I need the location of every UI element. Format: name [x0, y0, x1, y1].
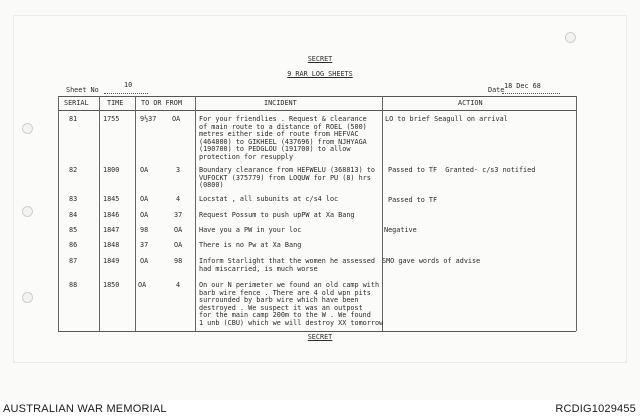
archive-name: AUSTRALIAN WAR MEMORIAL: [3, 403, 167, 415]
row-85-time: 1847: [103, 226, 120, 234]
row-82-from: 3: [176, 166, 181, 174]
punch-hole-2: [22, 206, 33, 217]
row-85-serial: 85: [69, 226, 78, 234]
row-82-time: 1800: [103, 166, 120, 174]
row-82-serial: 82: [69, 166, 78, 174]
col-rule-tofrom: [195, 96, 196, 331]
row-88-serial: 88: [69, 281, 78, 289]
row-81-time: 1755: [103, 115, 120, 123]
row-83-time: 1845: [103, 195, 120, 203]
row-84-from: 37: [174, 211, 183, 219]
row-82-incident: Boundary clearance from HEFWELU (368813) to VUFOCKT (375779) from LOQUW for PU (8) hrs (0800): [199, 166, 375, 190]
row-83-from: 4: [176, 195, 181, 203]
sheet-no-dots: [104, 93, 148, 94]
table-bottom-rule: [58, 331, 576, 332]
header-action: ACTION: [458, 99, 483, 107]
document-title: 9 RAR LOG SHEETS: [287, 70, 353, 78]
row-83-to: OA: [140, 195, 149, 203]
punch-hole-corner: [565, 32, 576, 43]
header-to-from: TO OR FROM: [141, 99, 182, 107]
row-86-serial: 86: [69, 241, 78, 249]
row-82-to: OA: [140, 166, 149, 174]
row-81-serial: 81: [69, 115, 78, 123]
row-84-incident: Request Possum to push upPW at Xa Bang: [199, 211, 355, 219]
row-84-to: OA: [140, 211, 149, 219]
log-sheet: [14, 16, 626, 362]
row-83-action: Passed to TF: [388, 196, 438, 204]
row-87-incident: Inform Starlight that the women he assessed had miscarried, is much worse: [199, 257, 375, 273]
header-time: TIME: [107, 99, 124, 107]
col-rule-right: [576, 96, 577, 331]
row-81-incident: For your friendlies . Request & clearance of main route to a distance of ROEL (500) metres either side of route from HEFVAC (464800) to GIKHEEL (437696) from NJHYAGA (190700) to PEDGLOU (191700) to allow protection for resupply: [199, 115, 367, 161]
col-rule-left: [58, 96, 59, 331]
row-81-to: 9½37: [140, 115, 157, 123]
header-serial: SERIAL: [64, 99, 89, 107]
row-88-to: OA: [138, 281, 147, 289]
row-86-from: OA: [174, 241, 183, 249]
row-87-time: 1849: [103, 257, 120, 265]
row-81-action: LO to brief Seagull on arrival: [385, 115, 508, 123]
sheet-no-label: Sheet No: [66, 86, 99, 94]
row-88-from: 4: [176, 281, 181, 289]
punch-hole-1: [22, 123, 33, 134]
punch-hole-3: [22, 292, 33, 303]
date-label: Date: [488, 86, 505, 94]
row-88-time: 1850: [103, 281, 120, 289]
row-86-to: 37: [140, 241, 149, 249]
row-84-serial: 84: [69, 211, 78, 219]
archive-id: RCDIG1029455: [555, 403, 636, 415]
row-87-from: 98: [174, 257, 183, 265]
col-rule-serial: [99, 96, 100, 331]
archive-caption: [0, 400, 640, 418]
classification-bottom: SECRET: [307, 333, 333, 341]
row-86-time: 1848: [103, 241, 120, 249]
row-85-to: 98: [140, 226, 149, 234]
row-85-from: OA: [174, 226, 183, 234]
date-dots: [502, 93, 560, 94]
row-82-action: Passed to TF Granted- c/s3 notified: [388, 166, 536, 174]
classification-top: SECRET: [307, 55, 333, 63]
row-86-incident: There is no Pw at Xa Bang: [199, 241, 302, 249]
row-87-to: OA: [140, 257, 149, 265]
row-85-action: Negative: [384, 226, 417, 234]
sheet-no-value: 10: [124, 81, 133, 89]
row-85-incident: Have you a PW in your loc: [199, 226, 302, 234]
row-88-incident: On our N perimeter we found an old camp with barb wire fence . There are 4 old wpn pits surrounded by barb wire which have been destroyed . We suspect it was an outpost for the main camp 200m to the W . We found 1 unb (CBU) which we will destroy XX tomorrow: [199, 281, 384, 327]
row-83-serial: 83: [69, 195, 78, 203]
col-rule-time: [135, 96, 136, 331]
row-81-from: OA: [172, 115, 181, 123]
row-87-action: SMO gave words of advise: [382, 257, 481, 265]
header-incident: INCIDENT: [264, 99, 297, 107]
row-84-time: 1846: [103, 211, 120, 219]
row-83-incident: Locstat , all subunits at c/s4 loc: [199, 195, 339, 203]
date-value: 18 Dec 68: [504, 82, 541, 90]
row-87-serial: 87: [69, 257, 78, 265]
